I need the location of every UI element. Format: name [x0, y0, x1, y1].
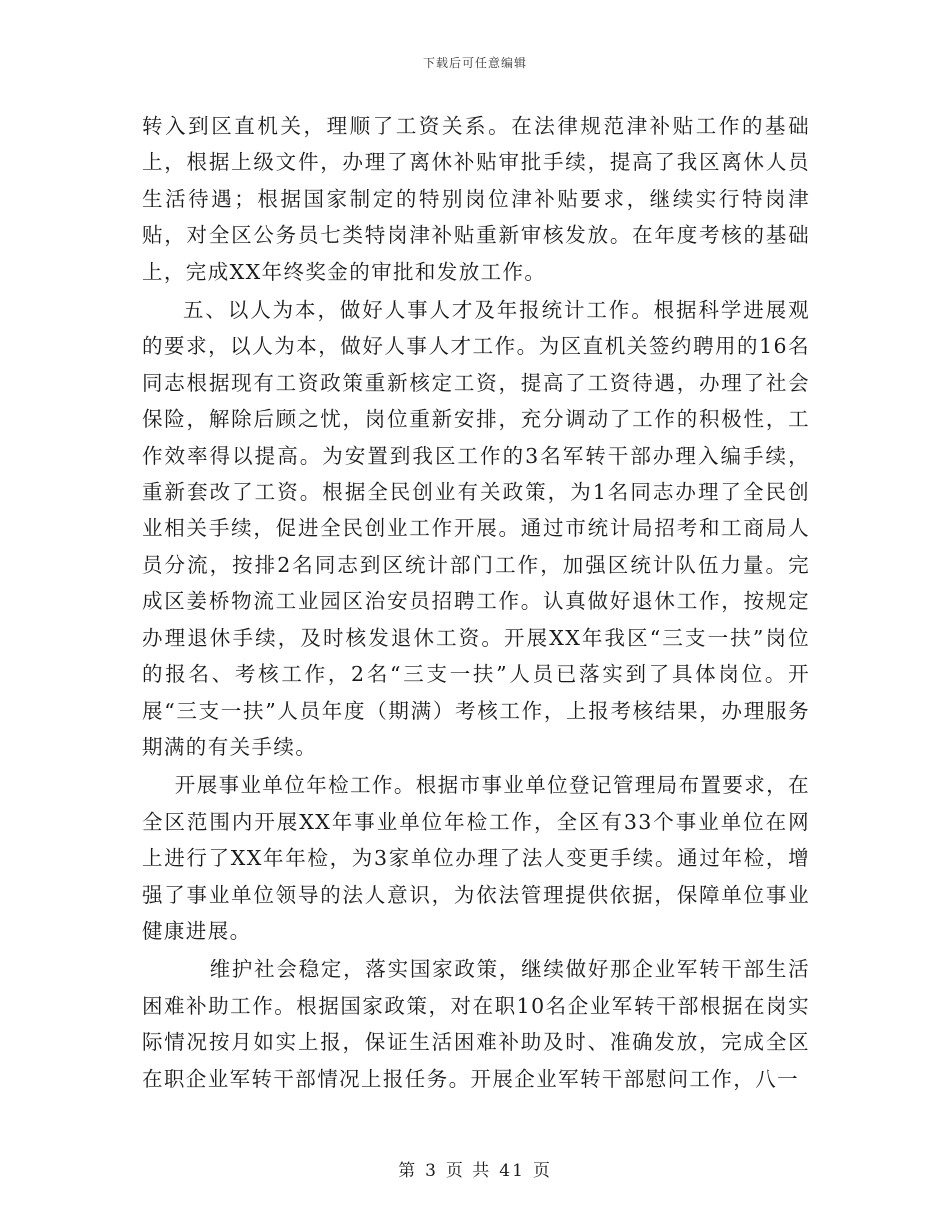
page-header: 下载后可任意编辑 [422, 56, 527, 70]
document-body [142, 108, 810, 1099]
footer-current-page: 3 [425, 1161, 438, 1181]
paragraph-1: 转入到区直机关，理顺了工资关系。在法律规范津补贴工作的基础上，根据上级文件，办理了离休补贴审批手续，提高了我区离休人员生活待遇；根据国家制定的特别岗位津补贴要求，继续实行特岗津贴，对全区公务员七类特岗津补贴重新审核发放。在年度考核的基础上，完成XX年终奖金的审批和发放工作。 [142, 114, 810, 284]
footer-label-page: 第 [398, 1161, 418, 1181]
paragraph-3: 开展事业单位年检工作。根据市事业单位登记管理局布置要求，在全区范围内开展XX年事业单位年检工作，全区有33个事业单位在网上进行了XX年年检，为3家单位办理了法人变更手续。通过年检，增强了事业单位领导的法人意识，为依法管理提供依据，保障单位事业健康进展。 [142, 773, 810, 943]
footer-total-pages: 41 [499, 1161, 525, 1181]
paragraph-2: 五、以人为本，做好人事人才及年报统计工作。根据科学进展观的要求，以人为本，做好人事人才工作。为区直机关签约聘用的16名同志根据现有工资政策重新核定工资，提高了工资待遇，办理了社会保险，解除后顾之忧，岗位重新安排，充分调动了工作的积极性，工作效率得以提高。为安置到我区工作的3名军转干部办理入编手续，重新套改了工资。根据全民创业有关政策，为1名同志办理了全民创业相关手续，促进全民创业工作开展。通过市统计局招考和工商局人员分流，按排2名同志到区统计部门工作，加强区统计队伍力量。完成区姜桥物流工业园区治安员招聘工作。认真做好退休工作，按规定办理退休手续，及时核发退休工资。开展XX年我区“三支一扶”岗位的报名、考核工作，2名“三支一扶”人员已落实到了具体岗位。开展“三支一扶”人员年度（期满）考核工作，上报考核结果，办理服务期满的有关手续。 [142, 298, 810, 759]
footer-label-pages: 页 [532, 1161, 552, 1181]
footer-label-of: 页 共 [445, 1161, 492, 1181]
page-footer [0, 1156, 950, 1181]
paragraph-4: 维护社会稳定，落实国家政策，继续做好那企业军转干部生活困难补助工作。根据国家政策，对在职10名企业军转干部根据在岗实际情况按月如实上报，保证生活困难补助及时、准确发放，完成全区在职企业军转干部情况上报任务。开展企业军转干部慰问工作，八一 [142, 957, 810, 1091]
